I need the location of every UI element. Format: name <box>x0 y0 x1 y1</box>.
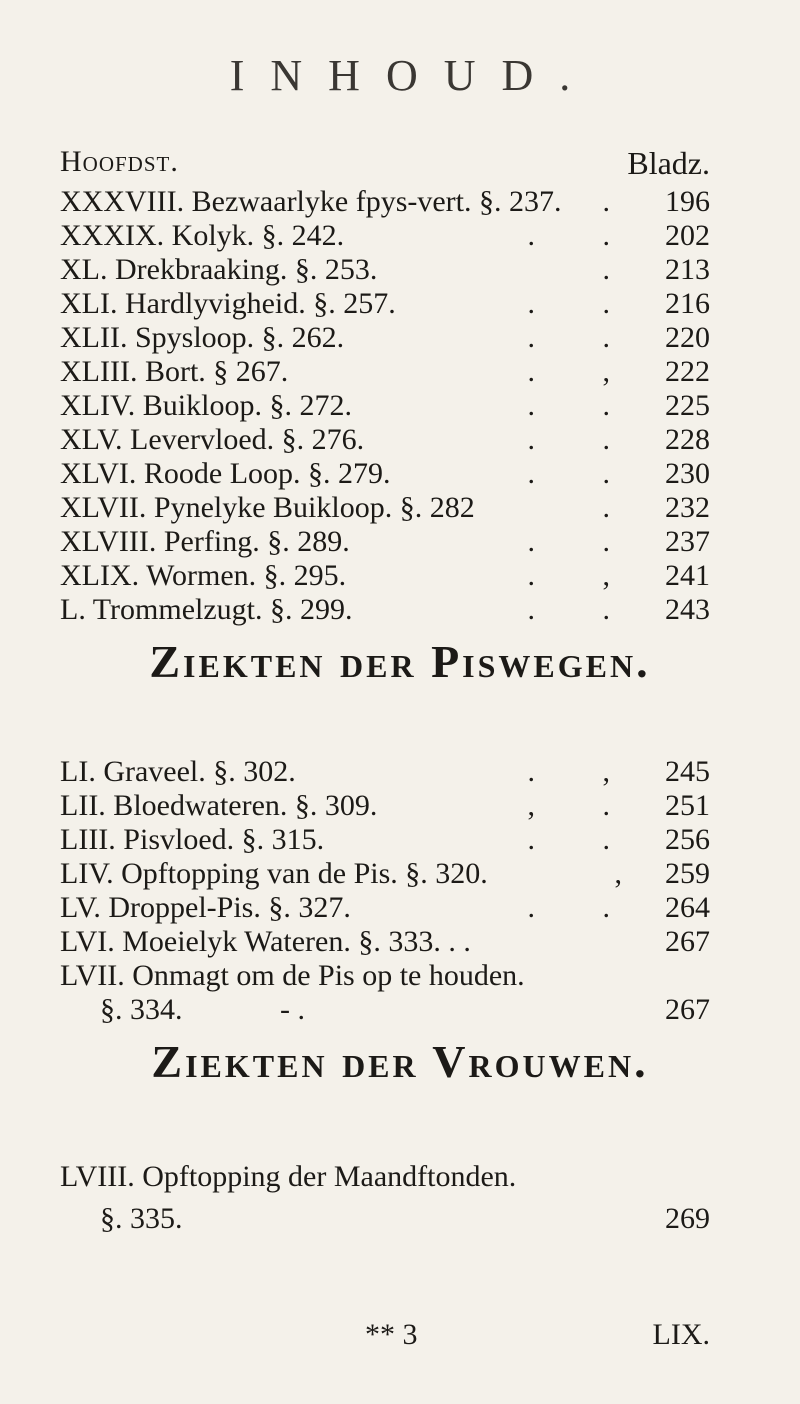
entry-page: 230 <box>665 457 710 490</box>
entry-dots: . . <box>527 321 640 354</box>
entry-dots: . , <box>527 559 640 592</box>
entry-label: LIII. Pisvloed. §. 315. <box>60 823 325 856</box>
toc-group-1 <box>60 185 710 627</box>
toc-entry <box>60 823 710 857</box>
entry-dots: . <box>602 253 640 286</box>
entry-page: 225 <box>665 389 710 422</box>
entry-dots: . , <box>527 755 640 788</box>
entry-page: 264 <box>665 891 710 924</box>
column-heads <box>60 145 710 181</box>
toc-entry <box>60 525 710 559</box>
entry-dots: , . <box>527 789 640 822</box>
entry-page: 237 <box>665 525 710 558</box>
toc-entry <box>60 321 710 355</box>
entry-page: 228 <box>665 423 710 456</box>
entry-label: XXXVIII. Bezwaarlyke fpys-vert. §. 237. <box>60 185 562 218</box>
toc-entry <box>60 185 710 219</box>
entry-label: XLIII. Bort. § 267. <box>60 355 289 388</box>
catchword: LIX. <box>652 1318 710 1351</box>
toc-entry <box>60 1160 710 1194</box>
toc-entry <box>60 219 710 253</box>
toc-entry <box>60 355 710 389</box>
entry-label: XL. Drekbraaking. §. 253. <box>60 253 378 286</box>
entry-label: LI. Graveel. §. 302. <box>60 755 296 788</box>
entry-page: 267 <box>665 993 710 1026</box>
entry-page: 245 <box>665 755 710 788</box>
entry-page: 202 <box>665 219 710 252</box>
entry-dots: . . <box>527 423 640 456</box>
entry-label: L. Trommelzugt. §. 299. <box>60 593 353 626</box>
signature-mark: ** 3 <box>365 1318 418 1351</box>
running-head: INHOUD. <box>229 51 597 100</box>
entry-dots: . . <box>527 389 640 422</box>
entry-dots: . . <box>527 457 640 490</box>
toc-entry <box>60 491 710 525</box>
toc-entry <box>60 593 710 627</box>
entry-dots: - . <box>280 993 305 1026</box>
entry-page: 241 <box>665 559 710 592</box>
entry-label: XLVI. Roode Loop. §. 279. <box>60 457 391 490</box>
toc-entry-continuation <box>60 1202 710 1236</box>
entry-label: XLII. Spysloop. §. 262. <box>60 321 345 354</box>
page-column-head: Bladz. <box>627 145 710 181</box>
entry-page: 256 <box>665 823 710 856</box>
toc-entry <box>60 287 710 321</box>
toc-group-2 <box>60 755 710 1027</box>
entry-page: 243 <box>665 593 710 626</box>
entry-label: §. 334. <box>100 993 183 1026</box>
entry-page: 251 <box>665 789 710 822</box>
entry-page: 220 <box>665 321 710 354</box>
entry-dots: . <box>602 491 640 524</box>
catchline <box>60 1318 710 1354</box>
toc-entry <box>60 253 710 287</box>
toc-entry-continuation <box>60 993 710 1027</box>
section-title-vrouwen: Ziekten der Vrouwen. <box>151 1036 649 1087</box>
entry-label: LV. Droppel-Pis. §. 327. <box>60 891 351 924</box>
entry-label: XLIV. Buikloop. §. 272. <box>60 389 352 422</box>
toc-entry <box>60 891 710 925</box>
toc-entry <box>60 389 710 423</box>
entry-label: XXXIX. Kolyk. §. 242. <box>60 219 345 252</box>
entry-label: LII. Bloedwateren. §. 309. <box>60 789 378 822</box>
entry-page: 232 <box>665 491 710 524</box>
entry-label: XLVIII. Perfing. §. 289. <box>60 525 350 558</box>
toc-entry <box>60 755 710 789</box>
entry-label: LVIII. Opftopping der Maandftonden. <box>60 1160 517 1193</box>
entry-label: LIV. Opftopping van de Pis. §. 320. <box>60 857 488 890</box>
entry-dots: . . <box>527 891 640 924</box>
entry-page: 222 <box>665 355 710 388</box>
entry-label: LVI. Moeielyk Wateren. §. 333. . . <box>60 925 471 958</box>
entry-page: 259 <box>665 857 710 890</box>
toc-entry <box>60 959 710 993</box>
entry-page: 216 <box>665 287 710 320</box>
section-title-piswegen: Ziekten der Piswegen. <box>149 636 651 687</box>
entry-page: 267 <box>665 925 710 958</box>
chapter-column-head: Hoofdst. <box>60 145 179 178</box>
toc-entry <box>60 857 710 891</box>
entry-label: XLI. Hardlyvigheid. §. 257. <box>60 287 396 320</box>
entry-label: XLVII. Pynelyke Buikloop. §. 282 <box>60 491 475 524</box>
entry-dots: . . <box>527 823 640 856</box>
entry-page: 196 <box>665 185 710 218</box>
entry-page: 269 <box>665 1202 710 1235</box>
entry-dots: . <box>602 185 640 218</box>
entry-dots: , <box>614 857 652 890</box>
entry-label: XLV. Levervloed. §. 276. <box>60 423 365 456</box>
toc-entry <box>60 789 710 823</box>
entry-label: §. 335. <box>100 1202 183 1235</box>
entry-dots: . . <box>527 593 640 626</box>
toc-entry <box>60 559 710 593</box>
entry-dots: . . <box>527 219 640 252</box>
entry-label: XLIX. Wormen. §. 295. <box>60 559 347 592</box>
toc-entry <box>60 925 710 959</box>
toc-group-3 <box>60 1160 710 1236</box>
entry-dots: . . <box>527 525 640 558</box>
entry-dots: . . <box>527 287 640 320</box>
entry-dots: . , <box>527 355 640 388</box>
toc-entry <box>60 423 710 457</box>
entry-label: LVII. Onmagt om de Pis op te houden. <box>60 959 525 992</box>
entry-page: 213 <box>665 253 710 286</box>
toc-entry <box>60 457 710 491</box>
